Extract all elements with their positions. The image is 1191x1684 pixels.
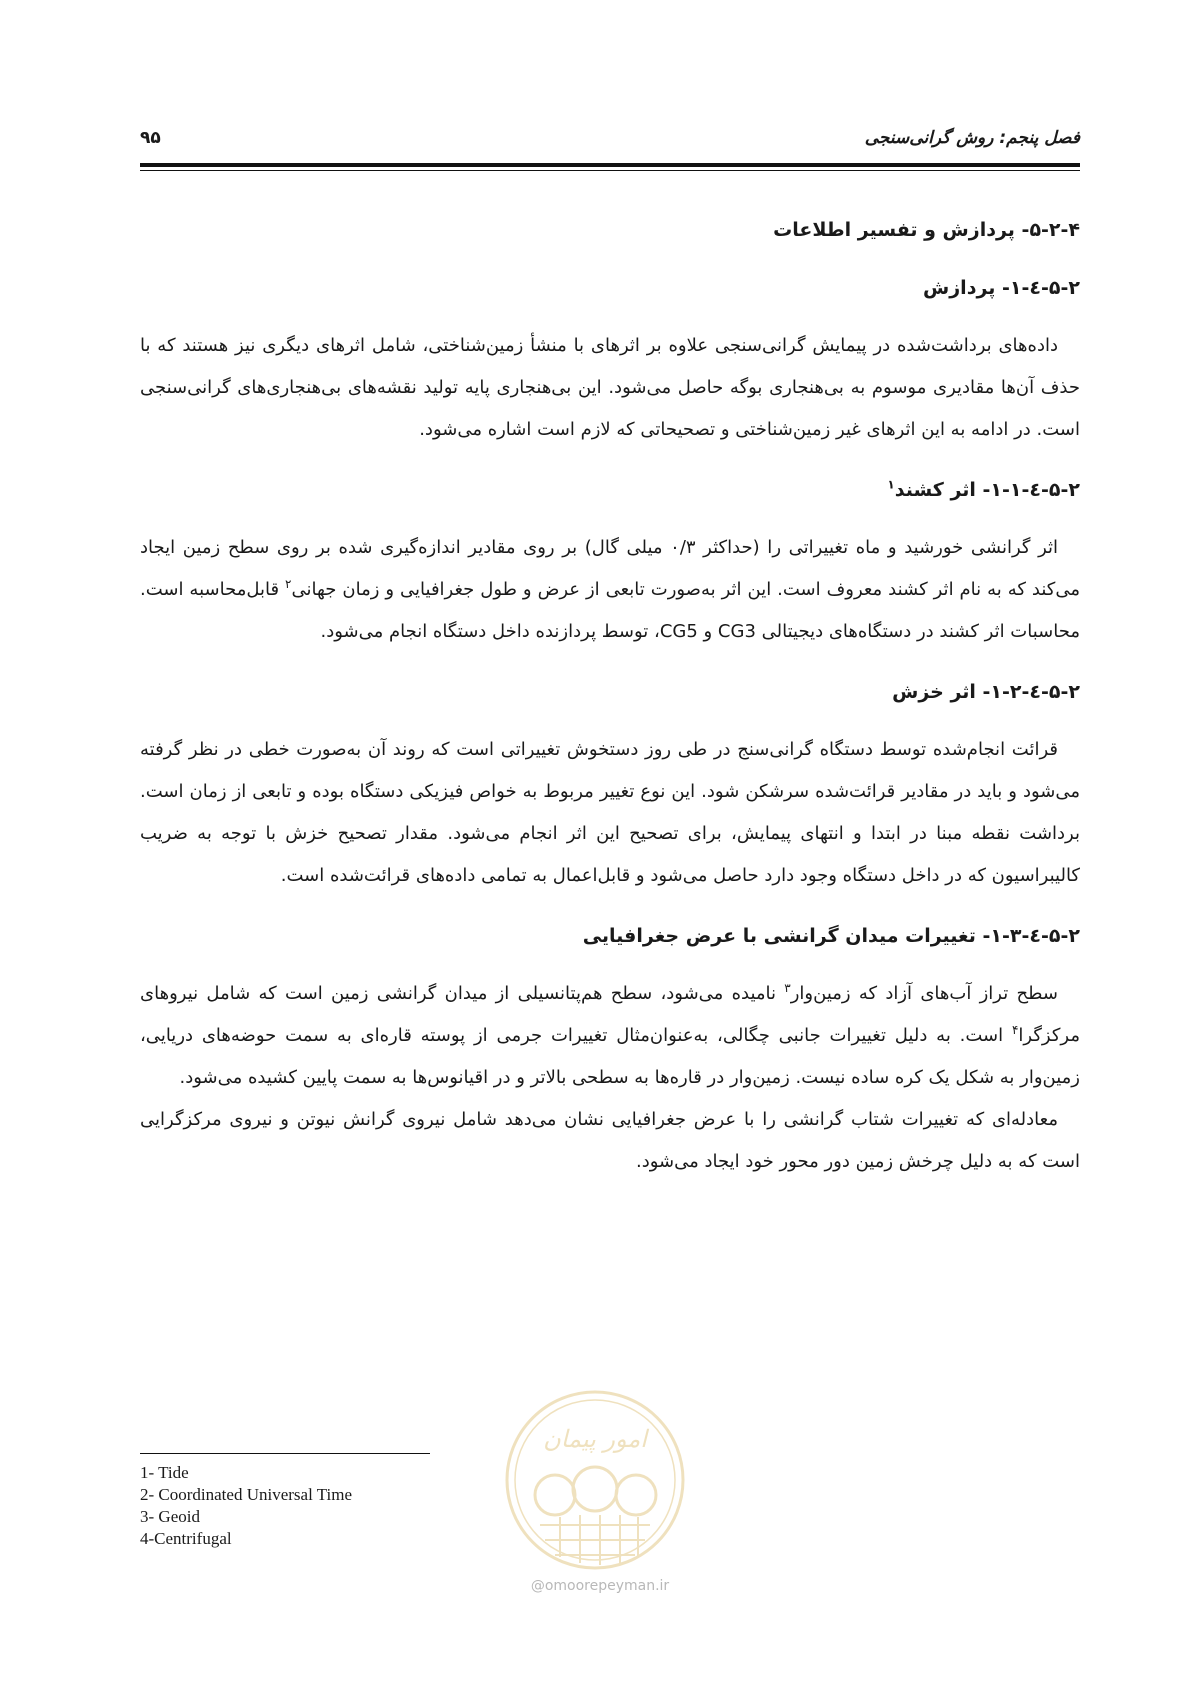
header-rule-thick: [140, 163, 1080, 167]
watermark-logo: [500, 1385, 690, 1575]
page-header: [140, 128, 1080, 154]
footnote-ref-3: ۳: [784, 981, 791, 995]
footnote-ref-2: ۲: [285, 577, 292, 591]
main-content: [140, 215, 1080, 1183]
header-rule-thin: [140, 170, 1080, 171]
section-heading-drift: ۵-۲-٤-۱-۲- اثر خزش: [892, 681, 1080, 703]
footnote-ref-1: ۱: [887, 477, 895, 492]
section-heading-processing-interpretation: ۵-۲-۴- پردازش و تفسیر اطلاعات: [773, 219, 1080, 241]
paragraph-tide: اثر گرانشی خورشید و ماه تغییراتی را (حداکثر ۰/۳ میلی گال) بر روی مقادیر اندازه‌گیری شده بر روی سطح زمین ایجاد می‌کند که به نام اثر کشند معروف است. این اثر به‌صورت تابعی از عرض و طول جغرافیایی و زمان جهانی$^۲$ قابل‌محاسبه است. محاسبات اثر کشند در دستگاه‌های دیجیتالی CG3 و CG5، توسط پردازنده داخل دستگاه انجام می‌شود.: [140, 537, 1081, 642]
footnote-item: 2- Coordinated Universal Time: [140, 1485, 353, 1504]
section-heading-processing: ۵-۲-٤-۱- پردازش: [923, 277, 1080, 299]
section-heading-latitude: ۵-۲-٤-۱-۳- تغییرات میدان گرانشی با عرض جغرافیایی: [582, 925, 1080, 947]
page-number: ۹۵: [140, 128, 161, 148]
footnote-item: 3- Geoid: [140, 1507, 200, 1526]
footnote-item: 1- Tide: [140, 1463, 189, 1482]
footnote-item: 4-Centrifugal: [140, 1529, 232, 1548]
paragraph-geoid: سطح تراز آب‌های آزاد که زمین‌وار$^۳$ نامیده می‌شود، سطح هم‌پتانسیلی از میدان گرانشی زمین است که شامل نیروهای مرکزگرا$^۴$ است. به دلیل تغییرات جانبی چگالی، به‌عنوان‌مثال تغییرات جرمی از پوسته قاره‌ای به سمت حوضه‌های دریایی، زمین‌وار به شکل یک کره ساده نیست. زمین‌وار در قاره‌ها به سطحی بالاتر و در اقیانوس‌ها به سمت پایین کشیده می‌شود.: [140, 981, 1080, 1088]
watermark-site: @omoorepeyman.ir: [530, 1578, 670, 1594]
footnotes: [140, 1462, 560, 1550]
watermark-logo-text: امور پیمان: [543, 1425, 647, 1453]
paragraph-drift: قرائت انجام‌شده توسط دستگاه گرانی‌سنج در طی روز دستخوش تغییراتی است که روند آن به‌صورت خطی در نظر گرفته می‌شود و باید در مقادیر قرائت‌شده سرشکن شود. این نوع تغییر مربوط به خواص فیزیکی دستگاه بوده و تابعی از زمان است. برداشت نقطه مبنا در ابتدا و انتهای پیمایش، برای تصحیح این اثر انجام می‌شود. مقدار تصحیح خزش با توجه به ضریب کالیبراسیون که در داخل دستگاه وجود دارد حاصل می‌شود و قابل‌اعمال به تمامی داده‌های قرائت‌شده است.: [140, 739, 1080, 886]
paragraph-equation-intro: معادله‌ای که تغییرات شتاب گرانشی را با عرض جغرافیایی نشان می‌دهد شامل نیروی گرانش نیوتن و نیروی مرکزگرایی است که به دلیل چرخش زمین دور محور خود ایجاد می‌شود.: [140, 1109, 1080, 1172]
footnote-divider: [140, 1453, 430, 1454]
paragraph-processing: داده‌های برداشت‌شده در پیمایش گرانی‌سنجی علاوه بر اثرهای با منشأ زمین‌شناختی، شامل اثرهای دیگری نیز هستند که با حذف آن‌ها مقادیری موسوم به بی‌هنجاری بوگه حاصل می‌شود. این بی‌هنجاری پایه تولید نقشه‌های بی‌هنجاری‌های گرانی‌سنجی است. در ادامه به این اثرهای غیر زمین‌شناختی و تصحیحاتی که لازم است اشاره می‌شود.: [140, 335, 1080, 440]
footnote-ref-4: ۴: [1011, 1023, 1019, 1037]
section-heading-tide: ۵-۲-٤-۱-۱- اثر کشند$^۱$: [887, 477, 1080, 501]
chapter-title: فصل پنجم: روش گرانی‌سنجی: [864, 128, 1080, 148]
